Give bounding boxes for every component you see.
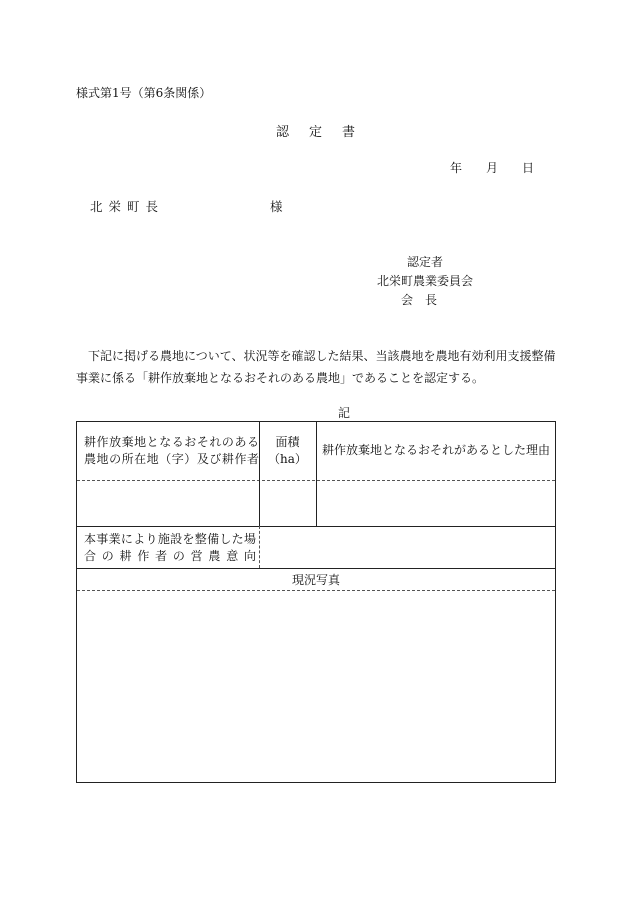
ki-label: 記: [338, 406, 351, 420]
date-day: 日: [522, 161, 535, 175]
issuer-block: [360, 253, 490, 310]
date-month: 月: [486, 161, 499, 175]
reason-cell[interactable]: [317, 481, 555, 526]
issuer-role: 認定者: [406, 255, 443, 269]
farming-intent-label: 本事業により施設を整備した場 合の耕作者の営農意向: [84, 532, 256, 563]
form-number: 様式第1号（第6条関係）: [76, 86, 212, 100]
location-farmer-cell[interactable]: [77, 481, 259, 526]
photo-area[interactable]: [77, 591, 555, 782]
honorific: 様: [270, 199, 283, 214]
addressee: 北栄町長: [90, 199, 165, 214]
location-farmer-header: 耕作放棄地となるおそれのある 農地の所在地（字）及び耕作者: [84, 435, 259, 466]
body-text: 下記に掲げる農地について、状況等を確認した結果、当該農地を農地有効利用支援整備事業に係る「耕作放棄地となるおそれのある農地」であることを認定する。: [76, 349, 556, 385]
reason-header: 耕作放棄地となるおそれがあるとした理由: [322, 443, 551, 457]
record-table: [76, 421, 556, 783]
farming-intent-cell[interactable]: [260, 527, 555, 568]
issuer-organization: 北栄町農業委員会: [376, 274, 473, 288]
date-year: 年: [450, 161, 463, 175]
area-header: 面積 （ha）: [268, 435, 307, 466]
photo-label: 現況写真: [291, 573, 340, 587]
area-cell[interactable]: [260, 481, 316, 526]
date-line: [450, 159, 534, 176]
row-divider-2: [77, 568, 555, 569]
issuer-position: 会長: [400, 293, 449, 307]
document-title: 認定書: [276, 125, 376, 140]
